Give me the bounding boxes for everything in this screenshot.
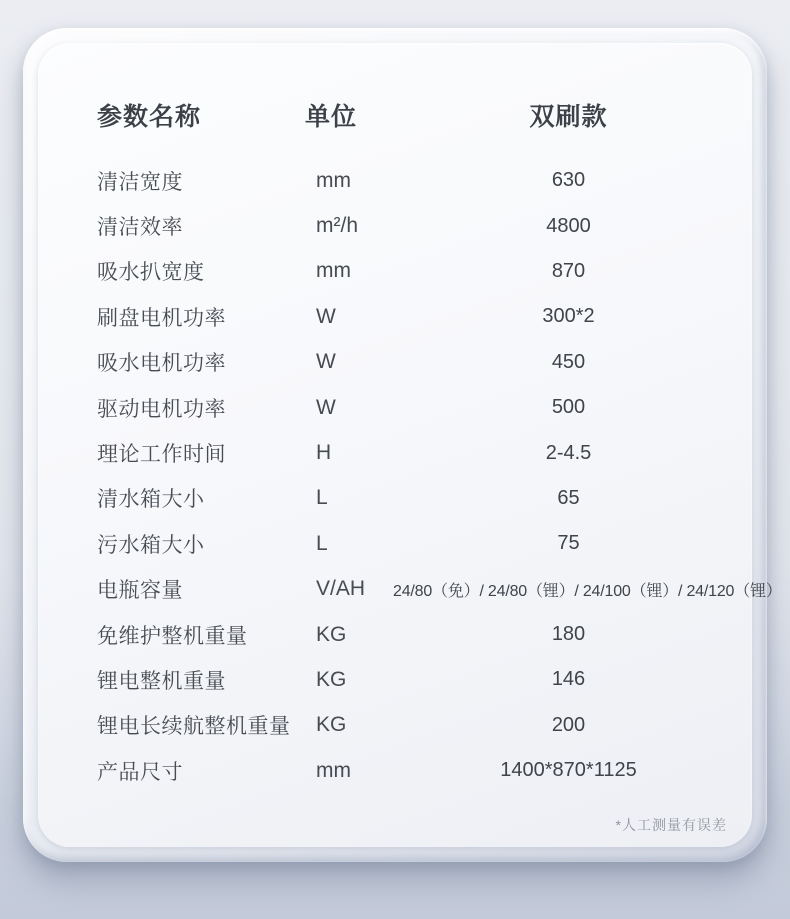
param-name: 清水箱大小 [97,488,205,512]
param-name: 锂电整机重量 [97,669,226,693]
table-row [97,340,744,385]
param-unit: L [316,531,328,555]
table-row [97,249,744,294]
param-unit: mm [316,168,351,192]
param-value: 630 [551,169,586,192]
table-row [97,430,744,475]
param-value: 4800 [546,214,591,237]
param-name: 清洁效率 [97,216,183,240]
table-row [97,385,744,430]
table-row [97,703,744,748]
param-name: 锂电长续航整机重量 [97,715,291,739]
table-row [97,657,744,702]
table-row [97,748,744,793]
table-row [97,521,744,566]
param-unit: W [316,395,336,419]
param-value: 146 [551,668,586,691]
header-unit: 单位 [305,103,358,131]
param-unit: W [316,304,336,328]
param-unit: H [316,441,332,465]
table-row [97,612,744,657]
spec-table [97,158,782,793]
param-value: 870 [551,259,586,282]
param-unit: KG [316,667,347,691]
param-name: 理论工作时间 [97,443,226,467]
param-name: 电瓶容量 [97,579,183,603]
param-value: 180 [551,623,586,646]
param-value: 2-4.5 [545,441,592,464]
param-name: 产品尺寸 [97,760,183,784]
param-name: 污水箱大小 [97,533,205,557]
param-unit: W [316,350,336,374]
param-name: 刷盘电机功率 [97,306,226,330]
param-value: 1400*870*1125 [500,759,637,782]
table-header-row [97,99,744,131]
param-unit: mm [316,758,351,782]
measurement-disclaimer: *人工测量有误差 [615,817,727,833]
param-unit: m²/h [316,214,358,238]
param-name: 吸水扒宽度 [97,261,205,285]
param-unit: V/AH [316,577,366,601]
header-parameter-name: 参数名称 [97,103,202,131]
table-row-battery-capacity [97,567,782,612]
spec-card [38,43,782,847]
spec-card-rim [23,28,782,862]
param-unit: mm [316,259,351,283]
param-value: 65 [557,486,580,509]
param-value: 300*2 [542,305,595,328]
param-value: 200 [551,713,586,736]
param-unit: KG [316,713,347,737]
table-row [97,203,744,248]
param-value: 75 [557,532,580,555]
param-unit: L [316,486,328,510]
table-row [97,158,744,203]
param-value: 450 [551,350,586,373]
param-value: 24/80（免）/ 24/80（锂）/ 24/100（锂）/ 24/120（锂） [393,582,782,600]
param-name: 清洁宽度 [97,170,183,194]
table-row [97,476,744,521]
param-value: 500 [551,396,586,419]
param-name: 吸水电机功率 [97,352,226,376]
param-name: 免维护整机重量 [97,624,248,648]
param-unit: KG [316,622,347,646]
header-model: 双刷款 [529,103,608,131]
table-row [97,294,744,339]
param-name: 驱动电机功率 [97,397,226,421]
